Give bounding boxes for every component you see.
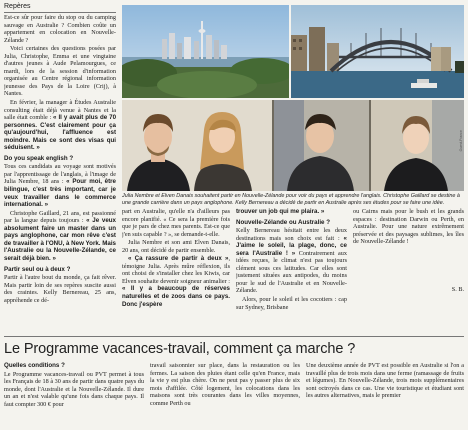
col3-para-1: trouver un job qui me plaira. »	[236, 208, 325, 215]
col3-para-2: Kelly Bernereau hésitait entre les deux destinations mais son choix est fait : « J'aime le soleil, la plage, donc, ce sera l'Australie ! » Contrairement aux idées reçues, le climat n'est pas toujours clément sous ces latitudes. Car elles sont justement situées aux antipodes, du moins pour le sud de l'Australie et en Nouvelle-Zélande.	[236, 227, 347, 295]
col1-para-4: Tous ces candidats au voyage sont motivés par l'apprentissage de l'anglais, à l'image de Julia Nembre, 18 ans : « Pour moi, être bilingue, c'est très important, car je veux travailler dans le commerce international. »	[4, 163, 116, 209]
auckland-illustration	[122, 5, 289, 98]
col1-para-5: Christophe Gaillard, 21 ans, est passionné par la langue depuis toujours : « Je veux absolument faire un master dans un pays anglophone, car mon rêve c'est de travailler à l'ONU, à New York. Mais l'Australie ou la Nouvelle-Zélande, ce serait déjà bien. »	[4, 209, 116, 262]
photo-caption: Julia Nembre et Elven Danais souhaitent partir en Nouvelle-Zélande pour voir du pays et apprendre l'anglais. Christophe Gaillard se destine à une grande carrière dans un pays anglophone. Kelly Bernereau a décidé de partir en Australie après ses études pour se faire une idée.	[122, 193, 460, 206]
col2-para-3: « Ça rassure de partir à deux », témoigne Julia. Après mûre réflexion, ils ont choisi de s'installer chez les Kiwis, car Elven souhaite devenir soigneur animalier : « Il y a beaucoup de réserves naturelles et de zoos dans ce pays. Donc j'espère	[122, 255, 230, 308]
kicker-rule	[4, 12, 116, 13]
article-column-2	[122, 208, 230, 332]
article-column-4	[353, 208, 464, 268]
col1-para-1: Est-ce sûr pour faire du stop ou du camping sauvage en Australie ? Combien coûte un appartement en colocation en Nouvelle-Zélande ?	[4, 14, 116, 44]
box-column-3	[306, 362, 464, 428]
article-column-1	[4, 14, 116, 332]
col1-para-6: Partir à l'autre bout du monde, ça fait rêver. Mais partir loin de ses repères suscite aussi des craintes. Kelly Bernereau, 25 ans, appréhende ce dé-	[4, 274, 116, 304]
box-column-1	[4, 362, 144, 428]
headline-rule	[4, 336, 464, 337]
photo-credit: Ouest-France	[459, 130, 463, 152]
col4-para-1: ou Cairns mais pour le bush et les grands espaces : destination Darwin ou Perth, en Australie. Pour une nature extrêmement préservée et des paysages sublimes, les îles de Nouvelle-Zélande !	[353, 208, 464, 246]
section-kicker: Repères	[4, 3, 31, 10]
photo-auckland	[122, 5, 289, 98]
col1-para-3: En février, la manager à Études Australie consulting était déjà venue à Nantes et la salle était comble : « Il y avait plus de 70 personnes. C'est clairement pour ça qu'aujourd'hui, l'affluence est moindre. Mais ce sont des visas qui séduisent. »	[4, 99, 116, 152]
article-column-3	[236, 208, 347, 332]
col1-subhead-alone: Partir seul ou à deux ?	[4, 265, 71, 273]
photo-portraits	[122, 100, 464, 191]
col1-subhead-english: Do you speak english ?	[4, 154, 74, 162]
box-subhead-conditions: Quelles conditions ?	[4, 362, 65, 369]
col2-para-1: part en Australie, qu'elle n'a d'ailleurs pas encore planifié. « Ce sera la première fois que je pars de chez mes parents. Est-ce que j'en suis capable ? », se demande-t-elle.	[122, 208, 230, 238]
col3-para-3: Alors, pour le soleil et les cocotiers : cap sur Sydney, Brisbane	[236, 296, 347, 311]
box-para-1: Le Programme vacances-travail ou PVT permet à tous les Français de 18 à 30 ans de partir dans quatre pays du monde, dont l'Australie et la Nouvelle-Zélande. Il dure un an et n'est valable qu'une fois dans chaque pays. Il faut compter 300 € pour	[4, 370, 144, 408]
photo-sydney	[291, 5, 464, 98]
box-column-2	[150, 362, 300, 428]
col2-para-2: Julia Nembre et son ami Elven Danais, 20 ans, ont décidé de partir ensemble.	[122, 239, 230, 254]
sydney-illustration	[291, 5, 464, 98]
box-para-3: Une deuxième année de PVT est possible en Australie si l'on a travaillé plus de trois mois dans une ferme (ramassage de fruits et légumes). En Nouvelle-Zélande, trois mois supplémentaires sont octroyés dans ce cas. Une vie touristique et étudiant sont les autres alternatives, mais le premier	[306, 362, 464, 400]
col1-para-2: Voici certaines des questions posées par Julia, Christophe, Emma et une vingtaine d'autres jeunes à Aude Pelamourgues, ce mardi, lors de la session d'information organisée au Centre régional information jeunesse des Pays de la Loire (Crij), à Nantes.	[4, 45, 116, 98]
portraits-illustration	[122, 100, 464, 191]
col3-subhead-destination: Nouvelle-Zélande ou Australie ?	[236, 218, 330, 226]
box-para-2: travail saisonnier sur place, dans la restauration ou les fermes. La saison des pluies étant celle qu'en France, mais la vie y est plus chère. On ne peut pas y passer plus de six mois d'affilée. Côté logement, les colocations dans les maisons sont très courantes dans les villes moyennes, comme Perth ou	[150, 362, 300, 407]
box-headline: Le Programme vacances-travail, comment ça marche ?	[4, 341, 356, 357]
author-signature: S. B.	[451, 286, 464, 293]
